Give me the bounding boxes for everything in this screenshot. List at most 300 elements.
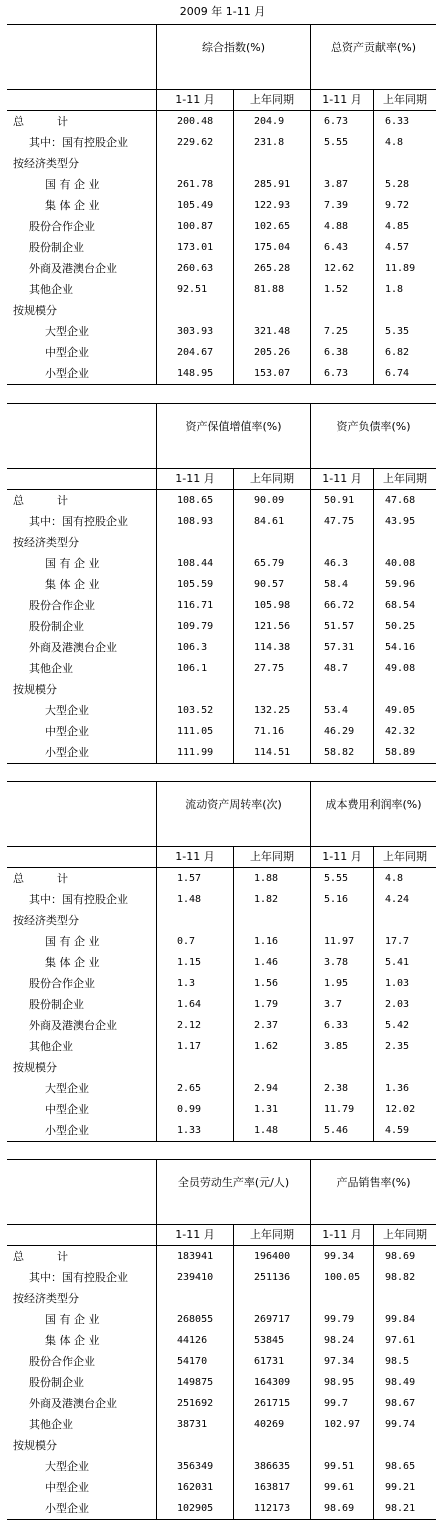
column-group-2-title: 资产负债率(%): [336, 420, 411, 433]
row-label: 中型企业: [45, 1481, 89, 1494]
table-cell: 102.65: [254, 221, 291, 232]
table-cell: 5.42: [385, 1020, 410, 1031]
table-row: [7, 1372, 436, 1393]
table-row: [7, 1498, 436, 1519]
table-cell: 269717: [254, 1314, 291, 1325]
table-cell: 204.67: [177, 347, 214, 358]
table-cell: 51.57: [324, 621, 355, 632]
row-label: 小型企业: [45, 1502, 89, 1515]
row-label: 集 体 企 业: [45, 1334, 100, 1347]
table-cell: 53845: [254, 1335, 285, 1346]
row-label: 总 计: [13, 115, 68, 128]
table-cell: 1.82: [254, 894, 279, 905]
table-cell: 1.33: [177, 1125, 202, 1136]
table-cell: 58.89: [385, 747, 416, 758]
row-label: 外商及港澳台企业: [29, 1019, 117, 1032]
table-row: [7, 721, 436, 742]
table-row: [7, 321, 436, 342]
table-cell: 40.08: [385, 558, 416, 569]
table-row: [7, 1078, 436, 1099]
table-cell: 47.75: [324, 516, 355, 527]
table-row: [7, 342, 436, 363]
table-cell: 1.79: [254, 999, 279, 1010]
table-cell: 102905: [177, 1503, 214, 1514]
table-subheader: [7, 847, 436, 868]
table-cell: 1.95: [324, 978, 349, 989]
table-row: [7, 153, 436, 174]
table-cell: 4.59: [385, 1125, 410, 1136]
row-label: 中型企业: [45, 346, 89, 359]
table-cell: 4.88: [324, 221, 349, 232]
table-row: [7, 952, 436, 973]
table-cell: 1.36: [385, 1083, 410, 1094]
table-cell: 17.7: [385, 936, 410, 947]
row-label: 大型企业: [45, 1460, 89, 1473]
table-row: [7, 258, 436, 279]
row-label: 股份制企业: [29, 620, 84, 633]
table-header: [7, 1160, 436, 1225]
table-cell: 1.57: [177, 873, 202, 884]
table-cell: 61731: [254, 1356, 285, 1367]
table-cell: 102.97: [324, 1419, 361, 1430]
table-cell: 44126: [177, 1335, 208, 1346]
table-row: [7, 658, 436, 679]
table-cell: 6.38: [324, 347, 349, 358]
subheader-cell: 上年同期: [250, 93, 294, 106]
table-cell: 3.87: [324, 179, 349, 190]
row-label: 按规模分: [13, 1439, 57, 1452]
subheader-cell: 1-11 月: [322, 1228, 362, 1241]
table-row: [7, 1456, 436, 1477]
table-row: [7, 1057, 436, 1078]
table-cell: 205.26: [254, 347, 291, 358]
column-group-2-title: 成本费用利润率(%): [325, 798, 422, 811]
row-label: 按规模分: [13, 1061, 57, 1074]
subheader-cell: 1-11 月: [175, 1228, 215, 1241]
table-cell: 1.56: [254, 978, 279, 989]
table-cell: 268055: [177, 1314, 214, 1325]
table-cell: 98.21: [385, 1503, 416, 1514]
subheader-cell: 1-11 月: [175, 472, 215, 485]
subheader-cell: 上年同期: [250, 1228, 294, 1241]
table-cell: 97.34: [324, 1356, 355, 1367]
table-cell: 1.16: [254, 936, 279, 947]
table-cell: 47.68: [385, 495, 416, 506]
column-group-2-title: 产品销售率(%): [336, 1176, 411, 1189]
table-cell: 2.12: [177, 1020, 202, 1031]
table-cell: 108.44: [177, 558, 214, 569]
table-cell: 239410: [177, 1272, 214, 1283]
table-row: [7, 195, 436, 216]
table-cell: 65.79: [254, 558, 285, 569]
table-cell: 112173: [254, 1503, 291, 1514]
table-cell: 105.98: [254, 600, 291, 611]
table-row: [7, 595, 436, 616]
row-label: 大型企业: [45, 325, 89, 338]
subheader-cell: 上年同期: [250, 850, 294, 863]
table-cell: 3.85: [324, 1041, 349, 1052]
row-label: 其他企业: [29, 1418, 73, 1431]
table-row: [7, 532, 436, 553]
table-cell: 7.25: [324, 326, 349, 337]
table-cell: 6.82: [385, 347, 410, 358]
table-cell: 71.16: [254, 726, 285, 737]
table-cell: 6.73: [324, 368, 349, 379]
table-cell: 121.56: [254, 621, 291, 632]
table-cell: 6.43: [324, 242, 349, 253]
table-body: [7, 490, 436, 763]
row-label: 集 体 企 业: [45, 578, 100, 591]
table-row: [7, 237, 436, 258]
table-row: [7, 1351, 436, 1372]
table-row: [7, 910, 436, 931]
table-cell: 6.33: [324, 1020, 349, 1031]
table-cell: 5.35: [385, 326, 410, 337]
table-header: [7, 782, 436, 847]
table-cell: 99.7: [324, 1398, 349, 1409]
subheader-cell: 上年同期: [250, 472, 294, 485]
table-cell: 1.03: [385, 978, 410, 989]
table-cell: 98.65: [385, 1461, 416, 1472]
table-cell: 6.74: [385, 368, 410, 379]
table-cell: 204.9: [254, 116, 285, 127]
table-cell: 5.55: [324, 137, 349, 148]
table-cell: 99.21: [385, 1482, 416, 1493]
table-cell: 50.25: [385, 621, 416, 632]
table-cell: 149875: [177, 1377, 214, 1388]
row-label: 中型企业: [45, 725, 89, 738]
table-cell: 108.65: [177, 495, 214, 506]
table-cell: 58.82: [324, 747, 355, 758]
report-period-caption: 2009 年 1-11 月: [179, 5, 266, 18]
table-cell: 109.79: [177, 621, 214, 632]
table-cell: 4.57: [385, 242, 410, 253]
table-cell: 100.87: [177, 221, 214, 232]
row-label: 按经济类型分: [13, 914, 79, 927]
subheader-cell: 上年同期: [383, 472, 427, 485]
table-row: [7, 700, 436, 721]
table-row: [7, 679, 436, 700]
table-cell: 59.96: [385, 579, 416, 590]
table-cell: 38731: [177, 1419, 208, 1430]
table-row: [7, 1120, 436, 1141]
table-subheader: [7, 90, 436, 111]
table-row: [7, 1330, 436, 1351]
table-cell: 98.67: [385, 1398, 416, 1409]
row-label: 外商及港澳台企业: [29, 641, 117, 654]
row-label: 集 体 企 业: [45, 199, 100, 212]
row-label: 总 计: [13, 872, 68, 885]
row-label: 小型企业: [45, 367, 89, 380]
table-row: [7, 490, 436, 511]
table-cell: 321.48: [254, 326, 291, 337]
table-row: [7, 1015, 436, 1036]
table-cell: 27.75: [254, 663, 285, 674]
row-label: 按经济类型分: [13, 536, 79, 549]
row-label: 股份制企业: [29, 1376, 84, 1389]
row-label: 外商及港澳台企业: [29, 1397, 117, 1410]
row-label: 股份合作企业: [29, 599, 95, 612]
table-cell: 116.71: [177, 600, 214, 611]
table-body: [7, 111, 436, 384]
table-cell: 48.7: [324, 663, 349, 674]
table-row: [7, 300, 436, 321]
table-cell: 111.05: [177, 726, 214, 737]
table-cell: 122.93: [254, 200, 291, 211]
table-body: [7, 1246, 436, 1519]
table-row: [7, 511, 436, 532]
table-row: [7, 742, 436, 763]
table-cell: 12.02: [385, 1104, 416, 1115]
table-cell: 261715: [254, 1398, 291, 1409]
table-row: [7, 1393, 436, 1414]
table-cell: 84.61: [254, 516, 285, 527]
table-cell: 58.4: [324, 579, 349, 590]
table-cell: 1.31: [254, 1104, 279, 1115]
table-cell: 54.16: [385, 642, 416, 653]
row-label: 其中：国有控股企业: [29, 136, 128, 149]
table-cell: 11.79: [324, 1104, 355, 1115]
table-cell: 7.39: [324, 200, 349, 211]
table-cell: 6.33: [385, 116, 410, 127]
table-cell: 3.7: [324, 999, 343, 1010]
table-cell: 2.94: [254, 1083, 279, 1094]
table-row: [7, 174, 436, 195]
table-cell: 4.8: [385, 873, 404, 884]
table-row: [7, 1099, 436, 1120]
table-cell: 53.4: [324, 705, 349, 716]
table-cell: 386635: [254, 1461, 291, 1472]
table-cell: 103.52: [177, 705, 214, 716]
table-cell: 356349: [177, 1461, 214, 1472]
table-cell: 40269: [254, 1419, 285, 1430]
row-label: 国 有 企 业: [45, 1313, 100, 1326]
data-table: [7, 1159, 436, 1520]
row-label: 股份制企业: [29, 241, 84, 254]
table-cell: 173.01: [177, 242, 214, 253]
row-label: 集 体 企 业: [45, 956, 100, 969]
table-row: [7, 637, 436, 658]
table-cell: 1.8: [385, 284, 404, 295]
table-cell: 99.34: [324, 1251, 355, 1262]
column-group-1-title: 流动资产周转率(次): [185, 798, 282, 811]
column-group-1-title: 资产保值增值率(%): [185, 420, 282, 433]
table-row: [7, 931, 436, 952]
row-label: 按经济类型分: [13, 1292, 79, 1305]
row-label: 外商及港澳台企业: [29, 262, 117, 275]
row-label: 其中：国有控股企业: [29, 515, 128, 528]
table-cell: 2.35: [385, 1041, 410, 1052]
table-cell: 1.64: [177, 999, 202, 1010]
row-label: 按规模分: [13, 304, 57, 317]
row-label: 其他企业: [29, 1040, 73, 1053]
table-row: [7, 616, 436, 637]
table-cell: 4.8: [385, 137, 404, 148]
row-label: 其中：国有控股企业: [29, 1271, 128, 1284]
table-row: [7, 279, 436, 300]
table-cell: 98.24: [324, 1335, 355, 1346]
table-cell: 1.88: [254, 873, 279, 884]
subheader-cell: 上年同期: [383, 1228, 427, 1241]
row-label: 中型企业: [45, 1103, 89, 1116]
column-group-1-title: 全员劳动生产率(元/人): [177, 1176, 290, 1189]
table-cell: 46.29: [324, 726, 355, 737]
table-cell: 231.8: [254, 137, 285, 148]
table-row: [7, 1288, 436, 1309]
row-label: 股份制企业: [29, 998, 84, 1011]
table-cell: 163817: [254, 1482, 291, 1493]
row-label: 国 有 企 业: [45, 935, 100, 948]
row-label: 大型企业: [45, 704, 89, 717]
table-cell: 68.54: [385, 600, 416, 611]
table-row: [7, 1477, 436, 1498]
table-cell: 100.05: [324, 1272, 361, 1283]
table-cell: 92.51: [177, 284, 208, 295]
table-row: [7, 111, 436, 132]
table-header: [7, 404, 436, 469]
table-cell: 265.28: [254, 263, 291, 274]
table-cell: 260.63: [177, 263, 214, 274]
table-cell: 1.52: [324, 284, 349, 295]
table-row: [7, 574, 436, 595]
table-cell: 57.31: [324, 642, 355, 653]
row-label: 股份合作企业: [29, 977, 95, 990]
table-row: [7, 553, 436, 574]
table-body: [7, 868, 436, 1141]
table-row: [7, 973, 436, 994]
row-label: 国 有 企 业: [45, 178, 100, 191]
table-cell: 99.51: [324, 1461, 355, 1472]
table-cell: 98.49: [385, 1377, 416, 1388]
row-label: 其他企业: [29, 662, 73, 675]
table-row: [7, 889, 436, 910]
table-cell: 98.5: [385, 1356, 410, 1367]
row-label: 按经济类型分: [13, 157, 79, 170]
table-cell: 54170: [177, 1356, 208, 1367]
table-cell: 261.78: [177, 179, 214, 190]
table-cell: 66.72: [324, 600, 355, 611]
table-row: [7, 868, 436, 889]
table-cell: 106.3: [177, 642, 208, 653]
row-label: 其他企业: [29, 283, 73, 296]
table-cell: 5.16: [324, 894, 349, 905]
table-row: [7, 363, 436, 384]
row-label: 小型企业: [45, 746, 89, 759]
table-cell: 1.15: [177, 957, 202, 968]
table-cell: 43.95: [385, 516, 416, 527]
table-cell: 1.48: [177, 894, 202, 905]
table-row: [7, 132, 436, 153]
row-label: 小型企业: [45, 1124, 89, 1137]
table-cell: 162031: [177, 1482, 214, 1493]
table-cell: 1.17: [177, 1041, 202, 1052]
subheader-cell: 上年同期: [383, 850, 427, 863]
data-table: [7, 24, 436, 385]
table-cell: 99.74: [385, 1419, 416, 1430]
table-cell: 3.78: [324, 957, 349, 968]
table-cell: 4.24: [385, 894, 410, 905]
subheader-cell: 上年同期: [383, 93, 427, 106]
row-label: 国 有 企 业: [45, 557, 100, 570]
column-group-2-title: 总资产贡献率(%): [330, 41, 417, 54]
table-cell: 98.95: [324, 1377, 355, 1388]
table-cell: 114.51: [254, 747, 291, 758]
table-cell: 114.38: [254, 642, 291, 653]
table-cell: 108.93: [177, 516, 214, 527]
table-cell: 2.65: [177, 1083, 202, 1094]
table-cell: 105.59: [177, 579, 214, 590]
table-cell: 50.91: [324, 495, 355, 506]
row-label: 股份合作企业: [29, 1355, 95, 1368]
table-row: [7, 1267, 436, 1288]
table-cell: 98.82: [385, 1272, 416, 1283]
row-label: 股份合作企业: [29, 220, 95, 233]
row-label: 其中：国有控股企业: [29, 893, 128, 906]
table-cell: 251692: [177, 1398, 214, 1409]
table-cell: 90.57: [254, 579, 285, 590]
table-cell: 5.55: [324, 873, 349, 884]
table-cell: 196400: [254, 1251, 291, 1262]
table-cell: 0.7: [177, 936, 196, 947]
table-cell: 46.3: [324, 558, 349, 569]
table-cell: 99.84: [385, 1314, 416, 1325]
table-cell: 1.3: [177, 978, 196, 989]
row-label: 总 计: [13, 494, 68, 507]
subheader-cell: 1-11 月: [322, 93, 362, 106]
row-label: 大型企业: [45, 1082, 89, 1095]
subheader-cell: 1-11 月: [175, 93, 215, 106]
table-subheader: [7, 1225, 436, 1246]
table-subheader: [7, 469, 436, 490]
table-cell: 98.69: [324, 1503, 355, 1514]
row-label: 总 计: [13, 1250, 68, 1263]
subheader-cell: 1-11 月: [322, 472, 362, 485]
table-cell: 5.28: [385, 179, 410, 190]
subheader-cell: 1-11 月: [322, 850, 362, 863]
table-cell: 5.46: [324, 1125, 349, 1136]
table-cell: 97.61: [385, 1335, 416, 1346]
table-cell: 81.88: [254, 284, 285, 295]
table-row: [7, 216, 436, 237]
table-row: [7, 1435, 436, 1456]
table-cell: 9.72: [385, 200, 410, 211]
data-table: [7, 781, 436, 1142]
table-cell: 99.79: [324, 1314, 355, 1325]
table-cell: 2.37: [254, 1020, 279, 1031]
table-cell: 285.91: [254, 179, 291, 190]
table-cell: 153.07: [254, 368, 291, 379]
table-cell: 111.99: [177, 747, 214, 758]
table-cell: 4.85: [385, 221, 410, 232]
table-cell: 229.62: [177, 137, 214, 148]
table-cell: 2.03: [385, 999, 410, 1010]
table-cell: 99.61: [324, 1482, 355, 1493]
table-cell: 1.48: [254, 1125, 279, 1136]
table-cell: 175.04: [254, 242, 291, 253]
table-cell: 1.46: [254, 957, 279, 968]
subheader-cell: 1-11 月: [175, 850, 215, 863]
table-cell: 251136: [254, 1272, 291, 1283]
table-row: [7, 994, 436, 1015]
table-row: [7, 1036, 436, 1057]
table-cell: 5.41: [385, 957, 410, 968]
table-cell: 200.48: [177, 116, 214, 127]
table-cell: 303.93: [177, 326, 214, 337]
table-cell: 183941: [177, 1251, 214, 1262]
table-row: [7, 1309, 436, 1330]
table-cell: 42.32: [385, 726, 416, 737]
table-cell: 49.08: [385, 663, 416, 674]
